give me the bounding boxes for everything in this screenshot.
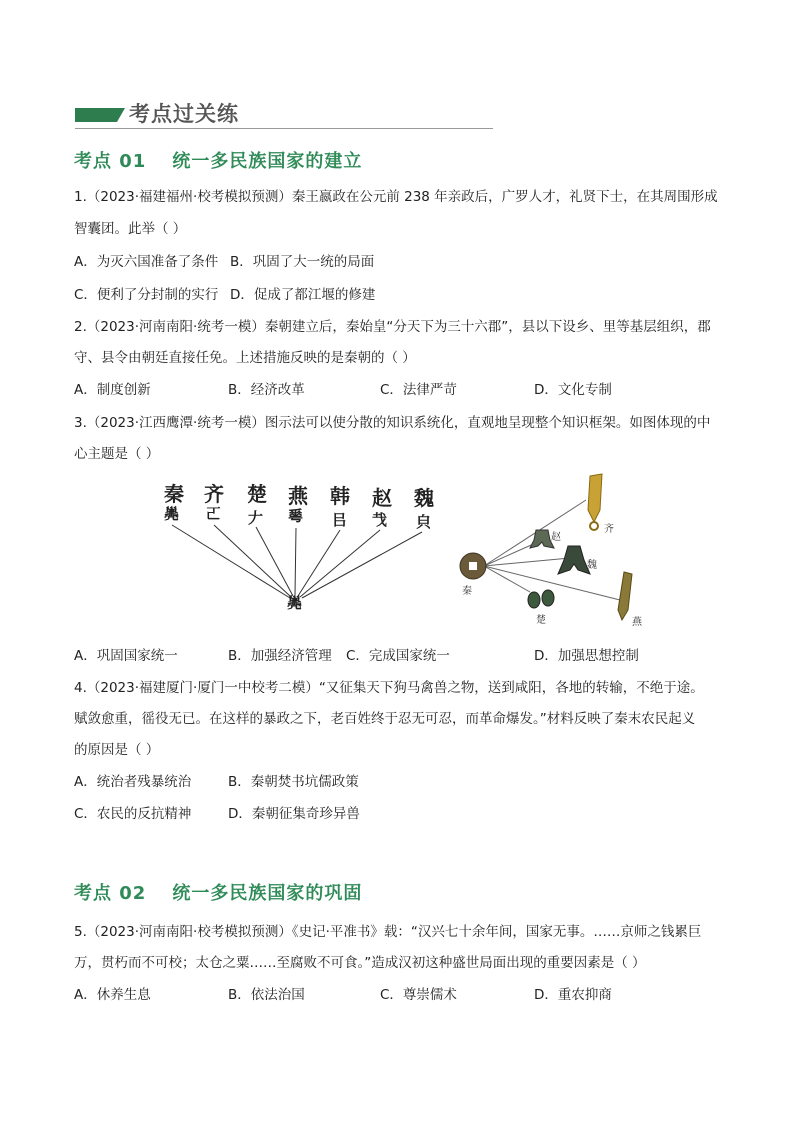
seal-script-wei: 㒵 [416,513,432,531]
question-3-option-b[interactable]: B．加强经济管理 [228,648,332,664]
convergence-lines [150,470,650,630]
question-1-option-c[interactable]: C．便利了分封制的实行 [74,287,219,303]
question-5-option-c[interactable]: C．尊崇儒术 [380,987,457,1003]
question-1-option-d[interactable]: D．促成了都江堰的修建 [230,287,376,303]
coin-label-yan: 燕 [632,617,642,628]
question-3-stem-line-2: 心主题是（ ） [74,446,160,462]
banner-decoration [75,108,117,122]
question-5-stem-line-2: 万，贯朽而不可校；太仓之粟……至腐败不可食。”造成汉初这种盛世局面出现的重要因素是（ ） [74,955,646,971]
question-1-stem-line-1: 1.（2023·福建福州·校考模拟预测）秦王嬴政在公元前 238 年亲政后，广罗人才，礼贤下士，在其周围形成 [74,189,718,205]
question-3-figure [150,470,650,630]
coin-label-qin: 秦 [462,586,472,597]
section-banner [75,98,495,132]
unified-seal-script-qin: 𢀈 [287,594,303,612]
state-name-qi: 齐 [204,482,224,506]
section-heading-2 [74,879,362,905]
seal-script-qi: 𠀀 [206,505,222,523]
question-4-option-b[interactable]: B．秦朝焚书坑儒政策 [228,774,359,790]
question-5-option-a[interactable]: A．休养生息 [74,987,151,1003]
question-1-stem-line-2: 智囊团。此举（ ） [74,221,187,237]
question-2-option-c[interactable]: C．法律严苛 [380,382,457,398]
seal-script-chu: 𠂇 [248,509,264,527]
coin-label-qi: 齐 [604,524,614,535]
question-2-option-d[interactable]: D．文化专制 [534,382,612,398]
section-heading-1 [74,147,362,173]
question-4-stem-line-1: 4.（2023·福建厦门·厦门一中校考二模）“又征集天下狗马禽兽之物，送到咸阳，各地的转输，不绝于途。 [74,680,704,696]
seal-script-zhao: 𢦏 [372,511,388,529]
question-3-stem-line-1: 3.（2023·江西鹰潭·统考一模）图示法可以使分散的知识系统化，直观地呈现整个知识框架。如图体现的中 [74,415,711,431]
seal-script-qin: 𢀈 [164,505,180,523]
question-2-stem-line-2: 守、县令由朝廷直接任免。上述措施反映的是秦朝的（ ） [74,350,416,366]
section-number: 考点 02 [74,883,147,904]
section-number: 考点 01 [74,151,147,172]
question-5-stem-line-1: 5.（2023·河南南阳·校考模拟预测）《史记·平准书》载：“汉兴七十余年间，国家无事。……京师之钱累巨 [74,924,702,940]
question-4-stem-line-2: 赋敛愈重，徭役无已。在这样的暴政之下，老百姓终于忍无可忍，而革命爆发。”材料反映了秦末农民起义 [74,711,696,727]
question-4-stem-line-3: 的原因是（ ） [74,742,160,758]
question-5-option-b[interactable]: B．依法治国 [228,987,305,1003]
state-name-han: 韩 [330,484,350,508]
question-2-stem-line-1: 2.（2023·河南南阳·统考一模）秦朝建立后，秦始皇“分天下为三十六郡”，县以下设乡、里等基层组织，郡 [74,319,711,335]
state-name-zhao: 赵 [372,486,392,510]
state-name-qin: 秦 [164,482,184,506]
question-4-option-d[interactable]: D．秦朝征集奇珍异兽 [228,806,360,822]
seal-script-han: 㠯 [332,511,348,529]
question-5-option-d[interactable]: D．重农抑商 [534,987,612,1003]
banner-title: 考点过关练 [129,101,239,126]
coin-label-zhao: 赵 [551,532,561,543]
section-title: 统一多民族国家的建立 [172,151,363,172]
state-name-chu: 楚 [247,482,267,506]
question-4-option-a[interactable]: A．统治者残暴统治 [74,774,192,790]
coin-label-wei: 魏 [587,560,597,571]
question-2-option-a[interactable]: A．制度创新 [74,382,151,398]
state-name-yan: 燕 [288,484,308,508]
banner-underline [75,128,493,129]
question-4-option-c[interactable]: C．农民的反抗精神 [74,806,192,822]
coin-label-chu: 楚 [536,615,546,626]
question-1-option-b[interactable]: B．巩固了大一统的局面 [230,254,375,270]
section-title: 统一多民族国家的巩固 [172,883,363,904]
question-3-option-a[interactable]: A．巩固国家统一 [74,648,178,664]
question-3-option-d[interactable]: D．加强思想控制 [534,648,639,664]
banner-decoration-tip [117,108,125,122]
question-2-option-b[interactable]: B．经济改革 [228,382,305,398]
seal-script-yan: 𠌶 [288,507,304,525]
question-1-option-a[interactable]: A．为灭六国准备了条件 [74,254,219,270]
state-name-wei: 魏 [414,486,434,510]
question-3-option-c[interactable]: C．完成国家统一 [346,648,450,664]
